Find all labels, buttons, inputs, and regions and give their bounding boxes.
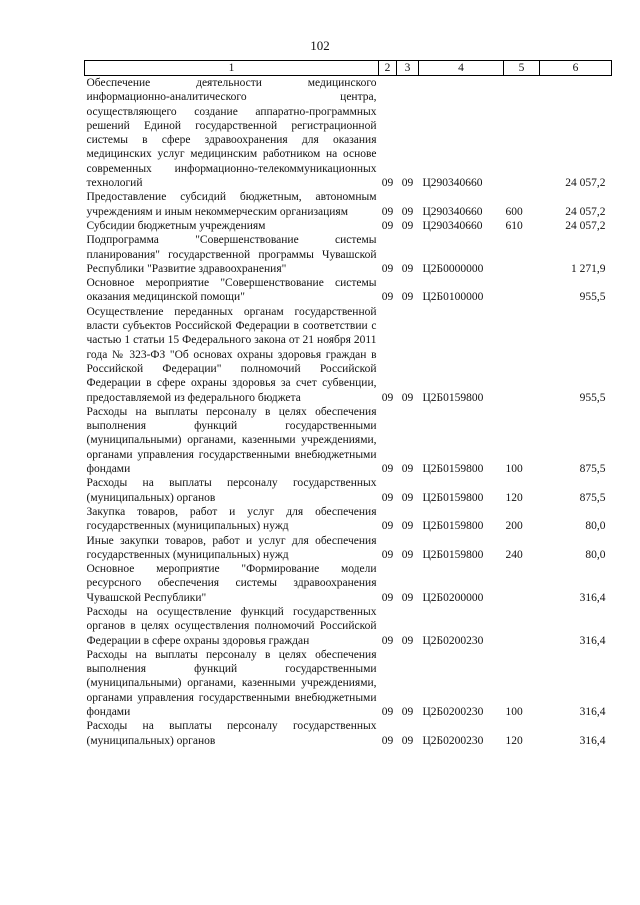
table-body <box>85 76 612 748</box>
expense-type-code-cell: 100 <box>505 463 523 476</box>
amount-cell: 316,4 <box>579 591 606 604</box>
target-item-code-cell: Ц2Б0200230 <box>422 706 484 719</box>
section-code-cell: 09 <box>381 262 394 275</box>
expense-name-cell: Расходы на выплаты персоналу государственных (муниципальных) органов <box>86 720 377 747</box>
table-row <box>85 562 612 605</box>
target-item-code-cell: Ц2Б0159800 <box>422 491 484 504</box>
target-item-code-cell: Ц2Б0000000 <box>422 262 484 275</box>
amount-cell: 875,5 <box>579 491 606 504</box>
column-header: 1 <box>85 61 379 76</box>
amount-cell: 80,0 <box>585 548 606 561</box>
subsection-code-cell: 09 <box>401 205 414 218</box>
target-item-code-cell: Ц2Б0159800 <box>422 463 484 476</box>
expense-type-code-cell <box>504 76 540 191</box>
expense-type-code-cell <box>504 233 540 276</box>
section-code-cell: 09 <box>381 591 394 604</box>
target-item-code-cell: Ц2Б0200000 <box>422 591 484 604</box>
expense-type-code-cell <box>504 605 540 648</box>
expense-type-code-cell <box>504 276 540 305</box>
target-item-code-cell: Ц2Б0100000 <box>422 291 484 304</box>
table-row <box>85 476 612 505</box>
table-row <box>85 648 612 719</box>
expense-type-code-cell: 120 <box>505 491 523 504</box>
expense-name-cell: Основное мероприятие "Формирование модели ресурсного обеспечения системы здравоохранения Чувашской Республики" <box>86 563 377 604</box>
section-code-cell: 09 <box>381 219 394 232</box>
subsection-code-cell: 09 <box>401 706 414 719</box>
section-code-cell: 09 <box>381 548 394 561</box>
subsection-code-cell: 09 <box>401 520 414 533</box>
table-row <box>85 405 612 476</box>
table-row <box>85 505 612 534</box>
table-row <box>85 605 612 648</box>
subsection-code-cell: 09 <box>401 734 414 747</box>
column-header: 5 <box>504 61 540 76</box>
subsection-code-cell: 09 <box>401 291 414 304</box>
table-row <box>85 190 612 219</box>
expense-type-code-cell: 240 <box>505 548 523 561</box>
column-header: 4 <box>419 61 504 76</box>
amount-cell: 955,5 <box>579 291 606 304</box>
subsection-code-cell: 09 <box>401 463 414 476</box>
amount-cell: 316,4 <box>579 734 606 747</box>
section-code-cell: 09 <box>381 205 394 218</box>
expense-type-code-cell: 610 <box>505 219 523 232</box>
amount-cell: 80,0 <box>585 520 606 533</box>
amount-cell: 24 057,2 <box>565 219 606 232</box>
table-row <box>85 719 612 748</box>
expense-name-cell: Осуществление переданных органам государственной власти субъектов Российской Федерации в соответствии с частью 1 статьи 15 Федерального закона от 21 ноября 2011 года № 323-ФЗ "Об основах охраны здоровья граждан в Российской Федерации" полномочий Российской Федерации в сфере охраны здоровья за счет субвенции, предоставляемой из федерального бюджета <box>86 305 377 404</box>
table-row <box>85 76 612 191</box>
target-item-code-cell: Ц290340660 <box>422 177 483 190</box>
target-item-code-cell: Ц2Б0159800 <box>422 520 484 533</box>
target-item-code-cell: Ц290340660 <box>422 219 483 232</box>
section-code-cell: 09 <box>381 291 394 304</box>
column-header: 3 <box>397 61 419 76</box>
page-number: 102 <box>310 38 330 53</box>
table-row <box>85 276 612 305</box>
target-item-code-cell: Ц2Б0200230 <box>422 734 484 747</box>
subsection-code-cell: 09 <box>401 391 414 404</box>
amount-cell: 875,5 <box>579 463 606 476</box>
amount-cell: 24 057,2 <box>565 205 606 218</box>
amount-cell: 316,4 <box>579 706 606 719</box>
amount-cell: 955,5 <box>579 391 606 404</box>
section-code-cell: 09 <box>381 734 394 747</box>
subsection-code-cell: 09 <box>401 262 414 275</box>
column-header: 2 <box>379 61 397 76</box>
expense-type-code-cell: 200 <box>505 520 523 533</box>
expense-name-cell: Обеспечение деятельности медицинского информационно-аналитического центра, осуществляющего создание аппаратно-программных решений Единой государственной регистрационной системы в сфере здравоохранения для оказания медицинских услуг медицинским работником на основе современных информационно-телекоммуникационных технологий <box>86 77 377 190</box>
expense-name-cell: Расходы на осуществление функций государственных органов в целях осуществления полномочий Российской Федерации в сфере охраны здоровья граждан <box>86 605 377 647</box>
subsection-code-cell: 09 <box>401 219 414 232</box>
expense-name-cell: Закупка товаров, работ и услуг для обеспечения государственных (муниципальных) нужд <box>86 505 377 533</box>
subsection-code-cell: 09 <box>401 634 414 647</box>
expense-name-cell: Расходы на выплаты персоналу в целях обеспечения выполнения функций государственными (муниципальными) органами, казенными учреждениями, органами управления государственными внебюджетными фондами <box>86 405 377 476</box>
expense-type-code-cell: 600 <box>505 205 523 218</box>
section-code-cell: 09 <box>381 634 394 647</box>
column-header: 6 <box>540 61 612 76</box>
expense-name-cell: Иные закупки товаров, работ и услуг для обеспечения государственных (муниципальных) нужд <box>86 534 377 561</box>
section-code-cell: 09 <box>381 391 394 404</box>
section-code-cell: 09 <box>381 463 394 476</box>
target-item-code-cell: Ц2Б0200230 <box>422 634 484 647</box>
expense-name-cell: Предоставление субсидий бюджетным, автономным учреждениям и иным некоммерческим организациям <box>86 191 377 218</box>
expense-type-code-cell <box>504 562 540 605</box>
subsection-code-cell: 09 <box>401 591 414 604</box>
expense-name-cell: Субсидии бюджетным учреждениям <box>86 219 266 232</box>
amount-cell: 1 271,9 <box>571 262 606 275</box>
section-code-cell: 09 <box>381 177 394 190</box>
expense-name-cell: Расходы на выплаты персоналу государственных (муниципальных) органов <box>86 477 377 504</box>
amount-cell: 24 057,2 <box>565 177 606 190</box>
table-row <box>85 534 612 563</box>
amount-cell: 316,4 <box>579 634 606 647</box>
budget-table <box>84 60 612 748</box>
target-item-code-cell: Ц290340660 <box>422 205 483 218</box>
expense-name-cell: Основное мероприятие "Совершенствование системы оказания медицинской помощи" <box>86 277 377 304</box>
expense-type-code-cell: 120 <box>505 734 523 747</box>
table-header-row <box>85 61 612 76</box>
section-code-cell: 09 <box>381 520 394 533</box>
table-row <box>85 233 612 276</box>
expense-type-code-cell <box>504 305 540 405</box>
target-item-code-cell: Ц2Б0159800 <box>422 548 484 561</box>
subsection-code-cell: 09 <box>401 548 414 561</box>
subsection-code-cell: 09 <box>401 491 414 504</box>
expense-type-code-cell: 100 <box>505 706 523 719</box>
subsection-code-cell: 09 <box>401 177 414 190</box>
target-item-code-cell: Ц2Б0159800 <box>422 391 484 404</box>
section-code-cell: 09 <box>381 491 394 504</box>
expense-name-cell: Расходы на выплаты персоналу в целях обеспечения выполнения функций государственными (муниципальными) органами, казенными учреждениями, органами управления государственными внебюджетными фондами <box>86 648 377 719</box>
section-code-cell: 09 <box>381 706 394 719</box>
table-row <box>85 305 612 405</box>
table-row <box>85 219 612 233</box>
expense-name-cell: Подпрограмма "Совершенствование системы планирования" государственной программы Чувашской Республики "Развитие здравоохранения" <box>86 234 377 275</box>
